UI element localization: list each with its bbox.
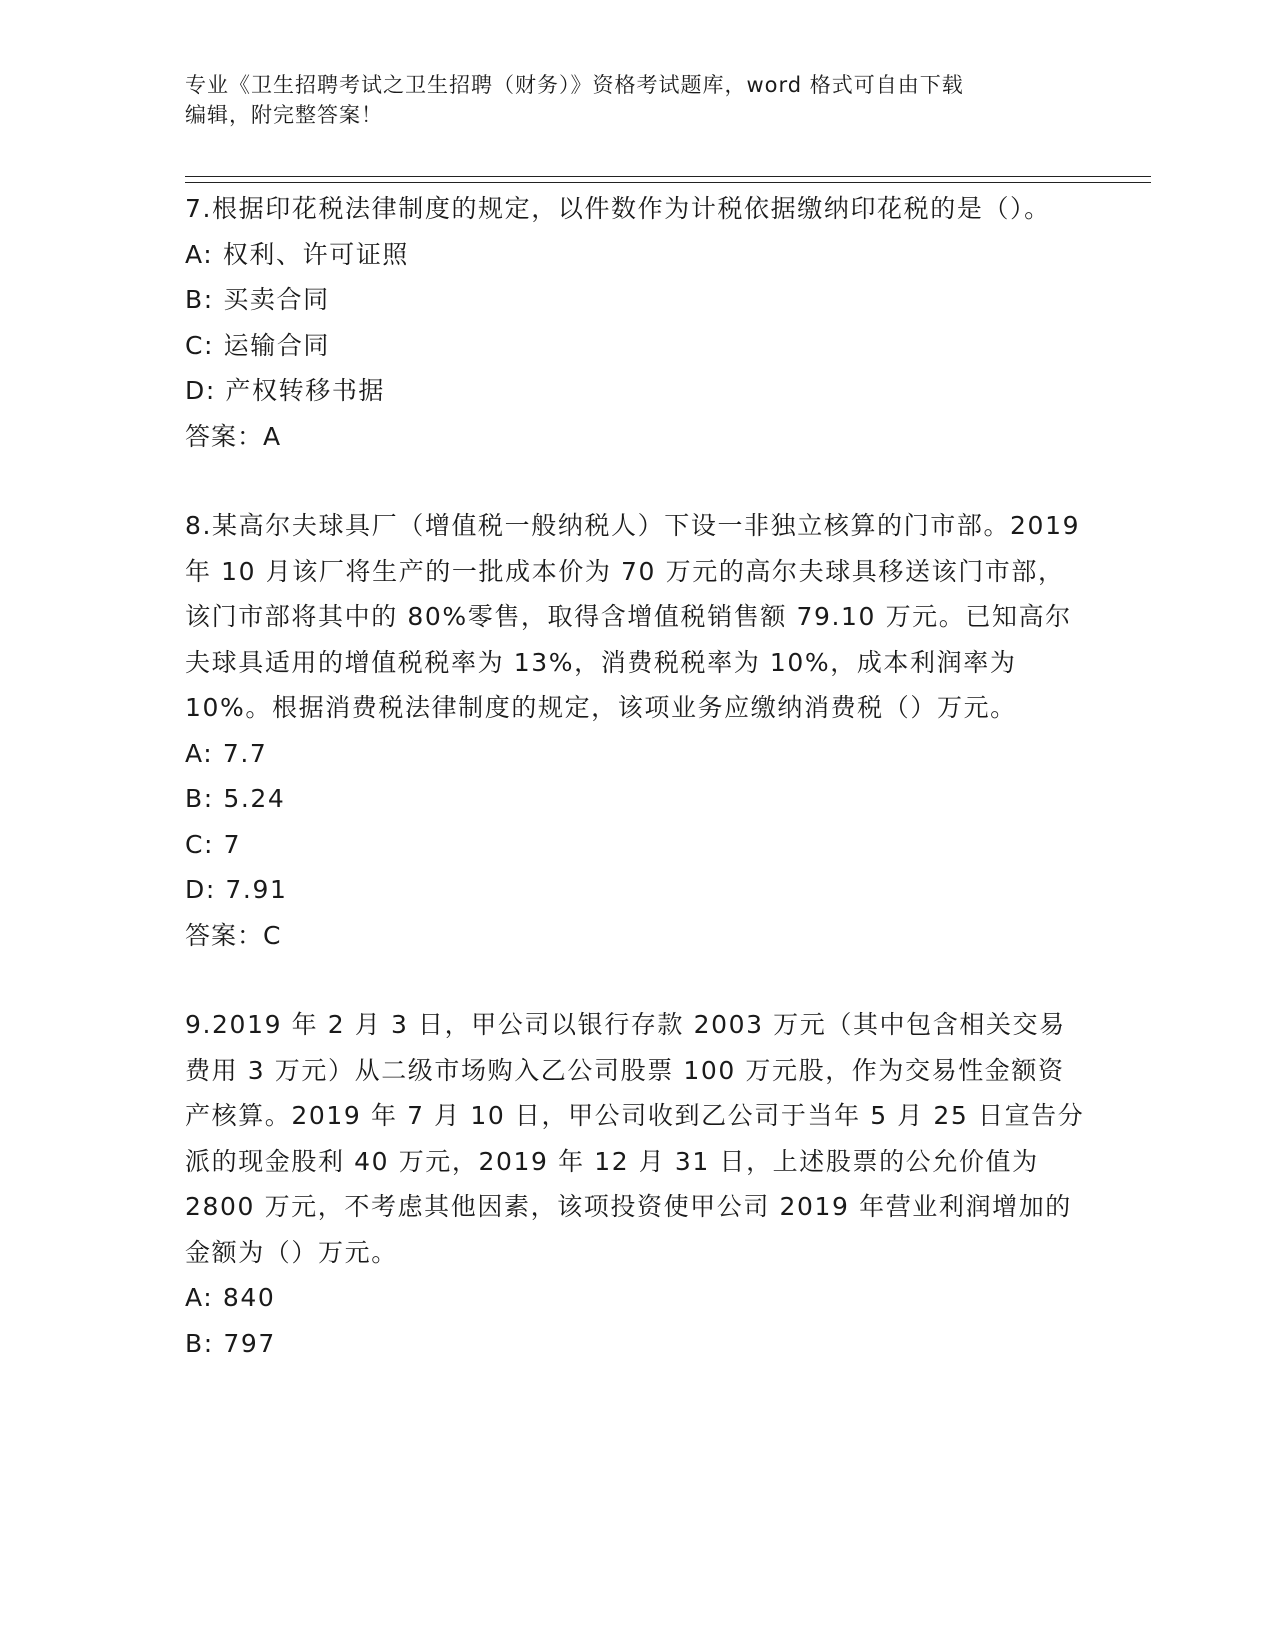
question-8 xyxy=(185,503,1085,958)
question-7 xyxy=(185,186,1085,459)
document-header xyxy=(185,70,1085,130)
question-spacer xyxy=(185,958,1085,1002)
answer-line: 答案：A xyxy=(185,421,282,451)
option-a: A: 7.7 xyxy=(185,738,268,768)
header-line-2: 编辑，附完整答案！ xyxy=(185,103,383,127)
option-b: B: 买卖合同 xyxy=(185,285,330,314)
question-list xyxy=(185,186,1085,1366)
option-c: C: 运输合同 xyxy=(185,330,331,360)
question-stem: 9.2019 年 2 月 3 日，甲公司以银行存款 2003 万元（其中包含相关交易费用 3 万元）从二级市场购入乙公司股票 100 万元股，作为交易性金额资产核算。2019 年 7 月 10 日，甲公司收到乙公司于当年 5 月 25 日宣告分派的现金股利 40 万元，2019 年 12 月 31 日，上述股票的公允价值为 2800 万元，不考虑其他因素，该项投资使甲公司 2019 年营业利润增加的金额为（）万元。 xyxy=(185,1010,1085,1267)
question-spacer xyxy=(185,459,1085,503)
question-9 xyxy=(185,1002,1085,1366)
option-d: D: 产权转移书据 xyxy=(185,376,386,405)
option-b: B: 797 xyxy=(185,1328,276,1358)
header-line-1: 专业《卫生招聘考试之卫生招聘（财务）》资格考试题库，word 格式可自由下载 xyxy=(185,73,964,97)
answer-line: 答案：C xyxy=(185,920,282,950)
header-divider-top xyxy=(185,176,1151,177)
question-stem: 8.某高尔夫球具厂（增值税一般纳税人）下设一非独立核算的门市部。2019 年 10 月该厂将生产的一批成本价为 70 万元的高尔夫球具移送该门市部，该门市部将其中的 80%零售，取得含增值税销售额 79.10 万元。已知高尔夫球具适用的增值税税率为 13%，消费税税率为 10%，成本利润率为 10%。根据消费税法律制度的规定，该项业务应缴纳消费税（）万元。 xyxy=(185,511,1081,722)
option-a: A: 840 xyxy=(185,1283,276,1312)
option-d: D: 7.91 xyxy=(185,875,288,904)
option-a: A: 权利、许可证照 xyxy=(185,239,410,269)
question-stem: 7.根据印花税法律制度的规定，以件数作为计税依据缴纳印花税的是（）。 xyxy=(185,194,1051,223)
header-divider-bottom xyxy=(185,182,1151,183)
option-c: C: 7 xyxy=(185,829,242,859)
option-b: B: 5.24 xyxy=(185,784,286,813)
